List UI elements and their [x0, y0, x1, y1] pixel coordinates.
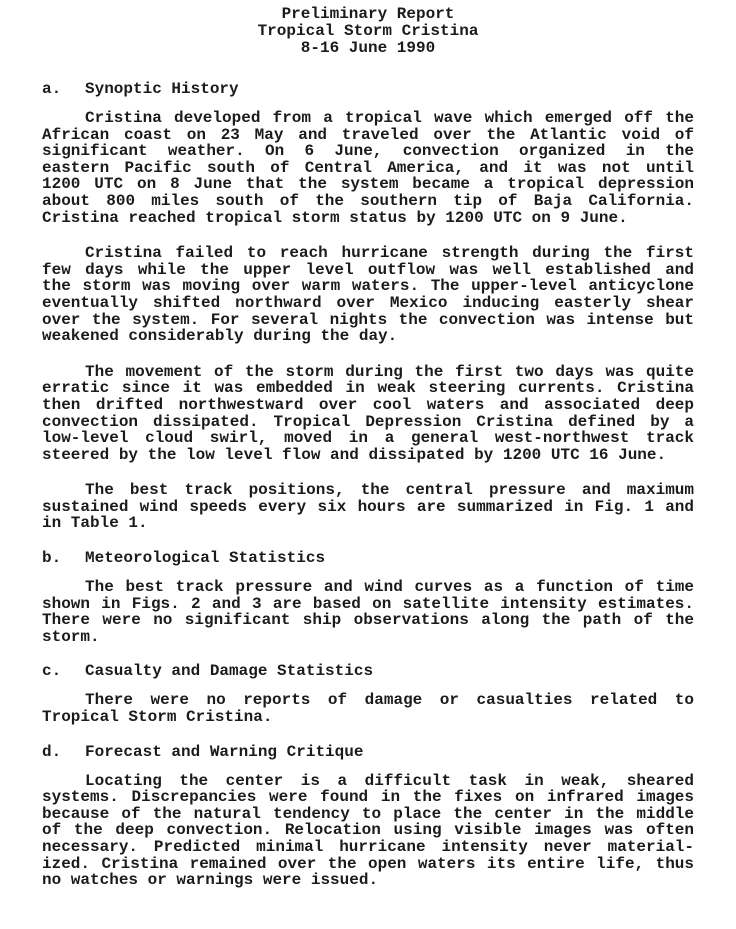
text-line: sustained wind speeds every six hours are summarized in Fig. 1 and: [42, 497, 694, 516]
section-heading: [42, 550, 694, 567]
section-label: a.: [42, 80, 62, 98]
paragraph: [42, 482, 694, 532]
text-line: Cristina reached tropical storm status by 1200 UTC on 9 June.: [42, 208, 628, 227]
text-line: significant weather. On 6 June, convection organized in the: [42, 142, 694, 161]
text-line: Locating the center is a difficult task in weak, sheared: [85, 771, 694, 790]
text-line: The movement of the storm during the first two days was quite: [85, 362, 694, 381]
text-line: shown in Figs. 2 and 3 are based on satellite intensity estimates.: [42, 594, 694, 613]
text-line: The best track positions, the central pressure and maximum: [85, 481, 694, 500]
section-heading: [42, 744, 694, 761]
text-line: about 800 miles south of the southern tip of Baja California.: [42, 191, 694, 210]
paragraph: [42, 579, 694, 645]
text-line: the storm was moving over warm waters. The upper-level anticyclone: [42, 277, 694, 296]
text-line: There were no significant ship observations along the path of the: [42, 611, 694, 630]
text-line: low-level cloud swirl, moved in a general west-northwest track: [42, 429, 694, 448]
text-line: few days while the upper level outflow was well established and: [42, 260, 694, 279]
paragraph: [42, 110, 694, 226]
text-line: 1200 UTC on 8 June that the system became a tropical depression: [42, 175, 694, 194]
text-line: eastern Pacific south of Central America, and it was not until: [42, 158, 694, 177]
text-line: in Table 1.: [42, 514, 148, 533]
text-line: no watches or warnings were issued.: [42, 871, 379, 890]
text-line: Cristina failed to reach hurricane strength during the first: [85, 244, 694, 263]
section-d: [42, 744, 694, 889]
text-line: Tropical Storm Cristina.: [42, 708, 273, 727]
section-a: [42, 81, 694, 532]
section-label: b.: [42, 549, 62, 568]
text-line: convection dissipated. Tropical Depression Cristina defined by a: [42, 412, 694, 431]
text-line: necessary. Predicted minimal hurricane intensity never material-: [42, 838, 694, 856]
section-heading: [42, 663, 694, 680]
section-b: [42, 550, 694, 645]
text-line: erratic since it was embedded in weak steering currents. Cristina: [42, 379, 694, 398]
text-line: African coast on 23 May and traveled over the Atlantic void of: [42, 125, 694, 144]
report-title-block: [42, 6, 694, 57]
section-title: Forecast and Warning Critique: [85, 742, 364, 761]
text-line: The best track pressure and wind curves as a function of time: [85, 578, 694, 597]
section-title: Casualty and Damage Statistics: [85, 662, 374, 681]
section-label: d.: [42, 742, 62, 761]
paragraph: [42, 773, 694, 889]
paragraph: [42, 245, 694, 345]
text-line: because of the natural tendency to place the center in the middle: [42, 804, 694, 823]
text-line: steered by the low level flow and dissipated by 1200 UTC 16 June.: [42, 445, 667, 464]
text-line: There were no reports of damage or casualties related to: [85, 691, 694, 710]
text-line: of the deep convection. Relocation using visible images was often: [42, 821, 694, 840]
text-line: weakened considerably during the day.: [42, 327, 398, 346]
text-line: systems. Discrepancies were found in the fixes on infrared images: [42, 788, 694, 807]
section-label: c.: [42, 662, 62, 681]
document-body: [42, 81, 694, 889]
paragraph: [42, 364, 694, 464]
paragraph: [42, 692, 694, 725]
report-title: Preliminary Report: [281, 5, 455, 23]
text-line: then drifted northwestward over cool waters and associated deep: [42, 395, 694, 414]
report-subtitle: Tropical Storm Cristina: [257, 22, 479, 40]
section-title: Meteorological Statistics: [85, 549, 326, 568]
text-line: storm.: [42, 627, 100, 646]
text-line: ized. Cristina remained over the open waters its entire life, thus: [42, 854, 694, 873]
text-line: eventually shifted northward over Mexico inducing easterly shear: [42, 293, 694, 312]
report-date-range: 8-16 June 1990: [300, 39, 436, 57]
section-c: [42, 663, 694, 725]
text-line: over the system. For several nights the convection was intense but: [42, 310, 694, 329]
section-title: Synoptic History: [85, 80, 239, 98]
section-heading: [42, 81, 694, 98]
text-line: Cristina developed from a tropical wave which emerged off the: [85, 109, 694, 127]
